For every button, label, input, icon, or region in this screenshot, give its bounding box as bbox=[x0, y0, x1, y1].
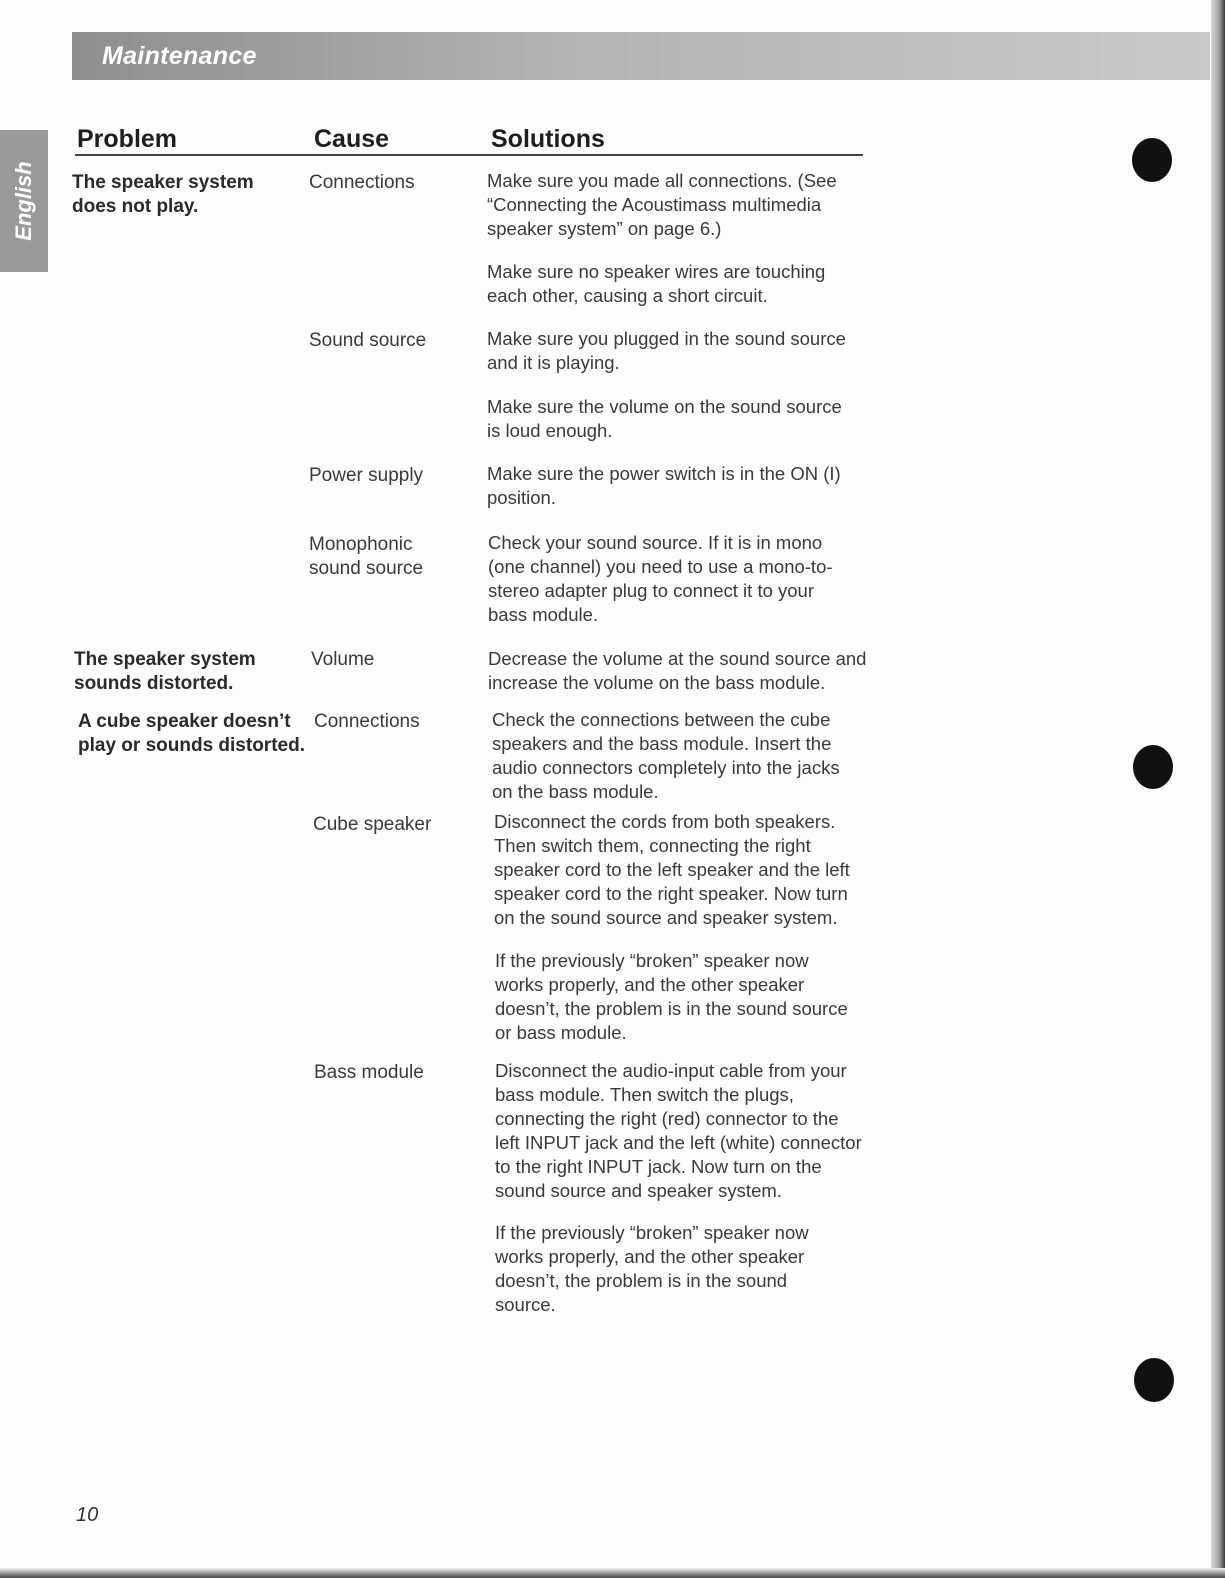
column-header-solutions: Solutions bbox=[491, 125, 605, 153]
solution-text: Make sure the power switch is in the ON (I) position. bbox=[487, 463, 841, 508]
solution-text: Disconnect the cords from both speakers. Then switch them, connecting the right speaker cord to the left speaker and the left speaker cord to the right speaker. Now turn on the sound source and speaker system. bbox=[494, 811, 850, 928]
cause-text: Cube speaker bbox=[313, 814, 432, 835]
language-label: English bbox=[11, 161, 36, 241]
problem-text: The speaker system sounds distorted. bbox=[74, 649, 256, 694]
cause-text: Connections bbox=[309, 172, 415, 193]
binder-hole bbox=[1132, 138, 1172, 182]
header-bar bbox=[72, 32, 1210, 80]
header-rule bbox=[75, 154, 863, 156]
solution-text: Make sure you made all connections. (See “Connecting the Acoustimass multimedia speaker system” on page 6.) bbox=[487, 170, 837, 239]
cause-text: Connections bbox=[314, 711, 420, 732]
solution-text: Make sure the volume on the sound source is loud enough. bbox=[487, 396, 842, 441]
binder-hole bbox=[1133, 745, 1173, 789]
solution-text: Make sure no speaker wires are touching each other, causing a short circuit. bbox=[487, 261, 826, 306]
solution-text: Check the connections between the cube speakers and the bass module. Insert the audio connectors completely into the jacks on the bass module. bbox=[492, 709, 840, 802]
cause-text: Power supply bbox=[309, 465, 424, 486]
solution-text: Check your sound source. If it is in mono (one channel) you need to use a mono-to-stereo adapter plug to connect it to your bass module. bbox=[488, 532, 833, 625]
problem-text: The speaker system does not play. bbox=[72, 172, 254, 217]
solution-text: If the previously “broken” speaker now works properly, and the other speaker doesn’t, the problem is in the sound source. bbox=[495, 1222, 809, 1315]
cause-text: Volume bbox=[311, 649, 375, 670]
solution-text: Make sure you plugged in the sound source and it is playing. bbox=[487, 328, 846, 373]
page-edge-shadow bbox=[1211, 0, 1225, 1578]
page-number: 10 bbox=[76, 1504, 99, 1526]
column-header-problem: Problem bbox=[77, 125, 178, 153]
page-title: Maintenance bbox=[102, 42, 257, 70]
solution-text: Decrease the volume at the sound source and increase the volume on the bass module. bbox=[488, 648, 867, 693]
cause-text: Monophonic sound source bbox=[309, 534, 424, 579]
language-tab bbox=[0, 130, 48, 272]
solution-text: Disconnect the audio-input cable from your bass module. Then switch the plugs, connecting the right (red) connector to the left INPUT jack and the left (white) connector to the right INPUT jack. Now turn on the sound source and speaker system. bbox=[495, 1060, 862, 1201]
binder-hole bbox=[1134, 1358, 1174, 1402]
cause-text: Bass module bbox=[314, 1062, 424, 1083]
solution-text: If the previously “broken” speaker now works properly, and the other speaker doesn’t, the problem is in the sound source or bass module. bbox=[495, 950, 848, 1043]
cause-text: Sound source bbox=[309, 330, 427, 351]
page-bottom-shadow bbox=[0, 1568, 1225, 1578]
column-header-cause: Cause bbox=[314, 125, 390, 153]
problem-text: A cube speaker doesn’t play or sounds distorted. bbox=[78, 711, 305, 756]
